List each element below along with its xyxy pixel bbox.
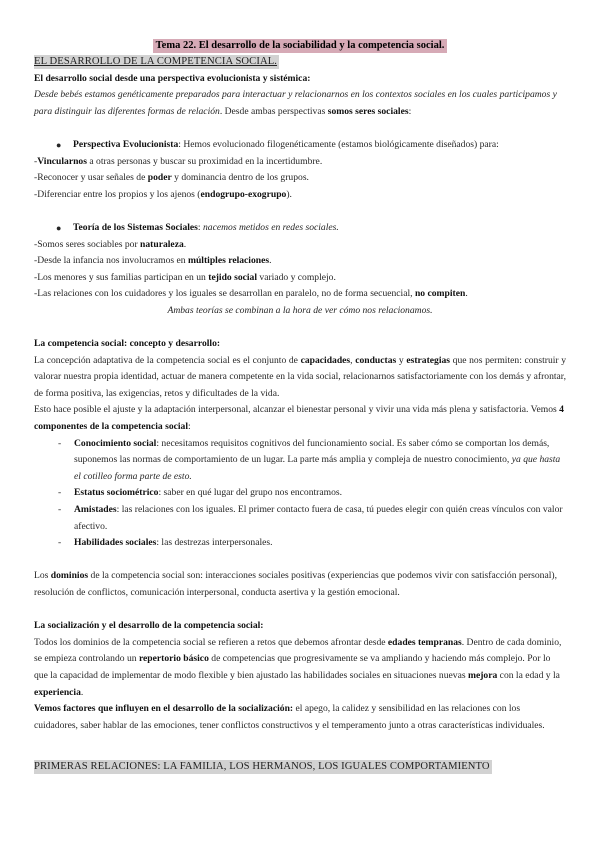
bold-text: 4 componentes de la competencia social [34, 404, 564, 433]
text: : [188, 421, 191, 433]
text: La concepción adaptativa de la competencia social es el conjunto de [34, 354, 301, 366]
intro-italic: Desde bebés estamos genéticamente preparados para interactuar y relacionarnos en los contextos sociales en los cuales participamos y para distinguir las diferentes formas de relación [34, 89, 557, 117]
component-italic: ya que hasta el cotilleo forma parte de esto. [74, 454, 561, 482]
bold-text: repertorio básico [138, 653, 209, 665]
component-text: : las relaciones con los iguales. El primer contacto fuera de casa, tú puedes elegir con quién creas vínculos con valor afectivo. [74, 504, 563, 532]
line-prefix: -Las relaciones con los cuidadores y los iguales se desarrollan en paralelo, no de forma secuencial, [34, 288, 415, 300]
line-prefix: -Diferenciar entre los propios y los ajenos ( [34, 188, 201, 200]
line-rest: . [269, 255, 272, 267]
line-prefix: -Somos seres sociables por [34, 238, 141, 250]
bold-text: mejora [467, 669, 498, 681]
doc-title-row [34, 38, 566, 54]
component-text: : saber en qué lugar del grupo nos encontramos. [158, 487, 343, 499]
socialization-paragraph-1 [34, 635, 566, 701]
text: Los [34, 570, 51, 582]
text: Todos los dominios de la competencia social se refieren a retos que debemos afrontar desde [34, 636, 388, 648]
line-bold: Vincularnos [37, 155, 87, 167]
line-bold: naturaleza [140, 238, 184, 250]
bold-text: Vemos factores que influyen en el desarrollo de la socialización: [34, 703, 294, 715]
dash-bullet: - [58, 504, 62, 516]
dash-bullet: - [58, 487, 62, 499]
intro-heading: El desarrollo social desde una perspectiva evolucionista y sistémica: [34, 72, 311, 84]
text: y [396, 354, 407, 366]
list-item [34, 502, 566, 535]
intro-tail: . Desde ambas perspectivas [219, 105, 328, 117]
line-bold: múltiples relaciones [187, 255, 270, 267]
text: con la edad y la [497, 669, 560, 681]
intro-bold-end: somos seres sociales [327, 105, 409, 117]
list-item [34, 436, 566, 486]
text: Esto hace posible el ajuste y la adaptación interpersonal, alcanzar el bienestar personal y vivir una vida más plena y satisfactoria. Vemos [34, 404, 560, 416]
component-title: Estatus sociométrico [74, 487, 159, 499]
document-page [34, 38, 566, 776]
section1-heading-row [34, 54, 566, 71]
section2-heading-row [34, 759, 566, 776]
doc-title: Tema 22. El desarrollo de la sociabilidad y la competencia social. [153, 39, 448, 53]
text: el apego, la calidez y sensibilidad en las relaciones con los cuidadores, saber hablar de las emociones, tener conflictos constructivos y el temperamento junto a otras características individuales. [34, 703, 545, 731]
intro-paragraph [34, 87, 566, 120]
line-rest: . [465, 288, 468, 300]
line-prefix: -Desde la infancia nos involucramos en [34, 255, 188, 267]
line-rest: a otras personas y buscar su proximidad en la incertidumbre. [86, 155, 323, 167]
systems-combined-note: Ambas teorías se combinan a la hora de ver cómo nos relacionamos. [167, 304, 433, 316]
systems-bullet-line [34, 220, 566, 237]
line-rest: y dominancia dentro de los grupos. [171, 172, 309, 184]
evolutionist-line-2 [34, 170, 566, 187]
competence-paragraph-1 [34, 353, 566, 403]
line-rest: variado y complejo. [257, 271, 336, 283]
systems-title: Teoría de los Sistemas Sociales [73, 221, 198, 233]
list-item [34, 485, 566, 502]
component-title: Habilidades sociales [74, 537, 157, 549]
evolutionist-bullet-line [34, 137, 566, 154]
competence-paragraph-2 [34, 402, 566, 435]
dash-bullet: - [58, 437, 62, 449]
component-text: : necesitamos requisitos cognitivos del funcionamiento social. Es saber cómo se comportan los demás, suponemos las normas de comportamiento de un lugar. La parte más amplia y compleja de nuestro conocimiento, [74, 437, 550, 466]
socialization-heading: La socialización y el desarrollo de la competencia social: [34, 620, 264, 632]
socialization-paragraph-2 [34, 701, 566, 734]
list-item [34, 535, 566, 552]
text: que nos permiten: construir y valorar nuestra propia identidad, actuar de manera competente en la vida social, relacionarnos satisfactoriamente con los demás y afrontar, de forma positiva, las exigencias, retos y dificultades de la vida. [34, 354, 567, 399]
line-rest: ). [286, 188, 292, 200]
evolutionist-line-3 [34, 187, 566, 204]
evolutionist-title: Perspectiva Evolucionista [73, 138, 179, 150]
bold-text: conductas [355, 354, 397, 366]
bold-text: estrategias [406, 354, 451, 366]
line-bold: no compiten [414, 288, 466, 300]
text: . Dentro de cada dominio, se empieza controlando un [34, 636, 562, 665]
line-prefix: - [34, 155, 38, 167]
bullet-dot-icon: ● [56, 222, 62, 233]
line-bold: tejido social [208, 271, 258, 283]
text: de la competencia social son: interacciones sociales positivas (experiencias que podemos vivir con satisfacción personal), resolución de conflictos, comunicación interpersonal, conducta asertiva y la gestión emocional. [34, 570, 557, 598]
section2-heading: PRIMERAS RELACIONES: LA FAMILIA, LOS HERMANOS, LOS IGUALES COMPORTAMIENTO [34, 760, 490, 772]
intro-colon: : [408, 105, 412, 117]
line-bold: endogrupo-exogrupo [200, 188, 287, 200]
bullet-dot-icon: ● [56, 139, 62, 150]
systems-line-2 [34, 253, 566, 270]
dash-bullet: - [58, 537, 62, 549]
systems-line-3 [34, 270, 566, 287]
text: de competencias que progresivamente se va ampliando y haciendo más complejo. Por lo que la capacidad de implementar de modo flexible y bien ajustado las habilidades sociales en situaciones nuevas [34, 653, 551, 681]
bold-text: capacidades [300, 354, 351, 366]
line-bold: poder [147, 172, 172, 184]
bold-text: dominios [50, 570, 89, 582]
competence-heading: La competencia social: concepto y desarrollo: [34, 338, 221, 350]
domains-paragraph [34, 568, 566, 601]
text: . [80, 686, 84, 698]
evolutionist-text: : Hemos evolucionado filogenéticamente (estamos biológicamente diseñados) para: [178, 138, 499, 150]
component-text: : las destrezas interpersonales. [156, 537, 273, 549]
line-rest: . [183, 238, 187, 250]
line-prefix: -Los menores y sus familias participan en un [34, 271, 209, 283]
systems-italic: nacemos metidos en redes sociales. [202, 221, 339, 233]
components-list [34, 436, 566, 552]
systems-colon: : [197, 221, 203, 233]
component-title: Conocimiento social [74, 437, 157, 449]
bold-text: edades tempranas [387, 636, 462, 648]
text: , [350, 354, 356, 366]
bold-text: experiencia [34, 686, 81, 698]
component-title: Amistades [74, 504, 117, 516]
systems-line-4 [34, 286, 566, 303]
systems-line-1 [34, 237, 566, 254]
line-prefix: -Reconocer y usar señales de [34, 172, 148, 184]
section1-heading: EL DESARROLLO DE LA COMPETENCIA SOCIAL. [34, 56, 278, 67]
evolutionist-line-1 [34, 154, 566, 171]
